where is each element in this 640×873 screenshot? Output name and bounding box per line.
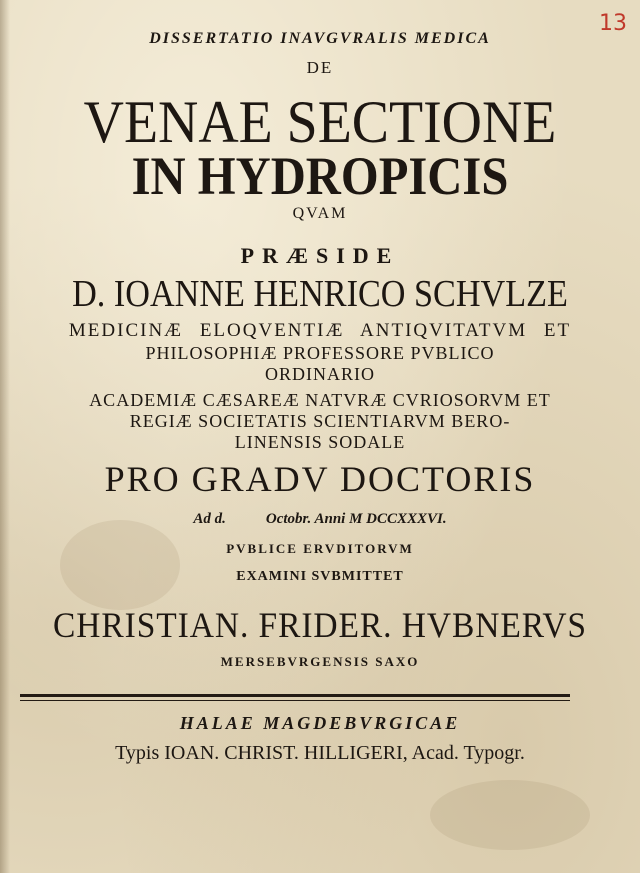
examini-line: EXAMINI SVBMITTET <box>236 569 404 584</box>
imprint-printer: Typis IOAN. CHRIST. HILLIGERI, Acad. Typogr. <box>115 742 525 764</box>
respondent-name: CHRISTIAN. FRIDER. HVBNERVS <box>53 605 587 645</box>
paper-stain <box>430 780 590 850</box>
praeses-title-line2: PHILOSOPHIÆ PROFESSORE PVBLICO <box>145 343 495 363</box>
academy-line3: LINENSIS SODALE <box>234 432 406 452</box>
date-prefix: Ad d. <box>193 511 226 527</box>
title-de: DE <box>306 58 334 77</box>
imprint-place: HALAE MAGDEBVRGICAE <box>179 713 461 733</box>
praeses-name: D. IOANNE HENRICO SCHVLZE <box>72 273 568 315</box>
main-title-line2: IN HYDROPICIS <box>131 146 509 206</box>
academy-line2: REGIÆ SOCIETATIS SCIENTIARVM BERO- <box>129 411 511 431</box>
paper-stain <box>60 520 180 610</box>
thick-rule <box>20 694 570 697</box>
praeside-line: PRÆSIDE <box>240 243 400 268</box>
dissertation-heading: DISSERTATIO INAVGVRALIS MEDICA <box>149 30 491 47</box>
praeses-title-line3: ORDINARIO <box>265 364 375 384</box>
respondent-origin: MERSEBVRGENSIS SAXO <box>220 654 420 669</box>
handwritten-folio-number: 13 <box>599 11 627 36</box>
degree-line: PRO GRADV DOCTORIS <box>104 459 536 499</box>
main-title-line1: VENAE SECTIONE <box>83 89 557 155</box>
academy-line1: ACADEMIÆ CÆSAREÆ NATVRÆ CVRIOSORVM ET <box>89 390 551 410</box>
thin-rule <box>20 700 570 701</box>
quam-line: QVAM <box>292 205 348 222</box>
praeses-title-line1: MEDICINÆ ELOQVENTIÆ ANTIQVITATVM ET <box>68 320 572 341</box>
date-line <box>0 511 640 528</box>
date-value: Octobr. Anni M DCCXXXVI. <box>265 511 447 527</box>
publice-line: PVBLICE ERVDITORVM <box>226 541 414 556</box>
